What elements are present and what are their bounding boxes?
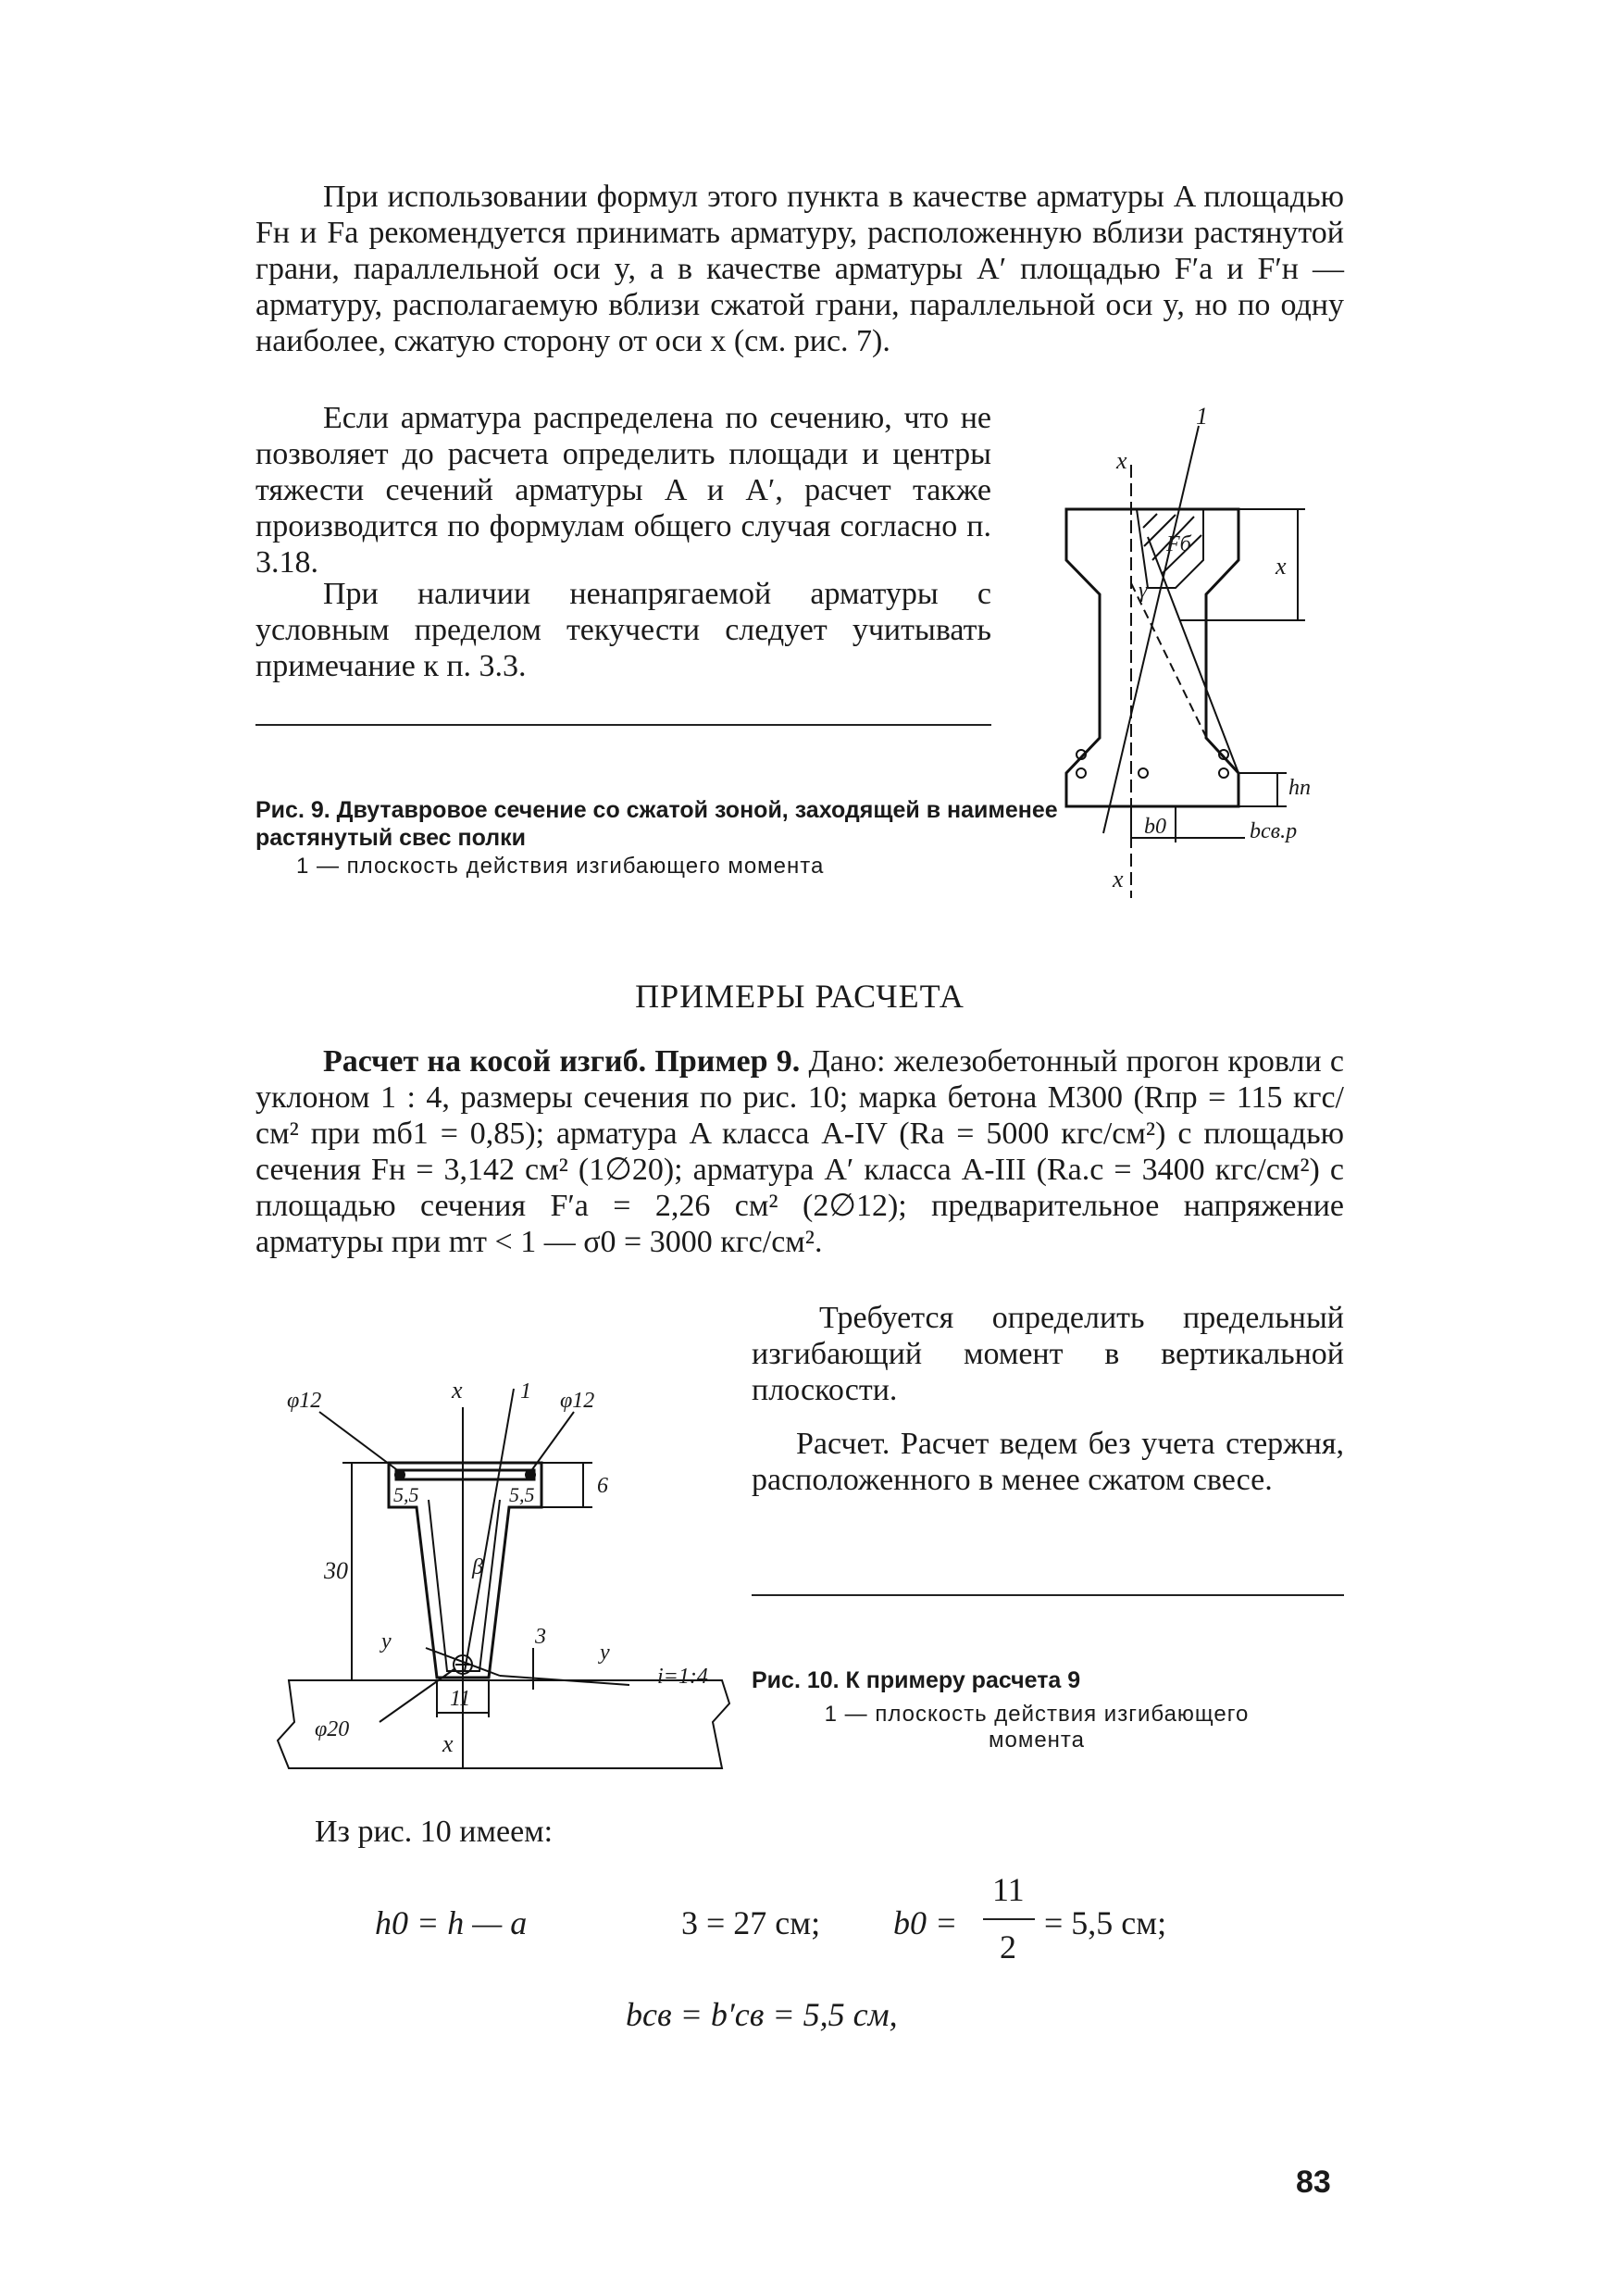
fig9-label-fb: Fб <box>1166 532 1191 556</box>
fig9-label-b0: b0 <box>1144 815 1166 839</box>
fig10-label-slope: i=1:4 <box>657 1665 708 1689</box>
fig10-label-axis-x-top: x <box>452 1377 463 1404</box>
fig9-label-hn: hп <box>1288 776 1311 800</box>
fig10-label-y-left: y <box>381 1629 392 1653</box>
paragraph-1: При использовании формул этого пункта в качестве арматуры A площадью Fн и Fа рекомендуется принимать арматуру, расположенную вблизи растянутой грани, параллельной оси y, а в качестве арматуры A′ площадью F′а и F′н — арматуру, располагаемую вблизи сжатой грани, параллельной оси y, но по одну наиболее, сжатую сторону от оси x (см. рис. 7). <box>255 180 1344 358</box>
fig10-label-phi12-left: φ12 <box>287 1389 322 1413</box>
fig9-label-axis-top: x <box>1116 447 1127 474</box>
fig9-label-plane: 1 <box>1196 403 1208 430</box>
formula-b0-result: = 5,5 см; <box>1044 1904 1167 1941</box>
formula-h0: h0 = h — a <box>375 1904 528 1941</box>
fig10-label-beta: β <box>472 1555 483 1579</box>
fig9-i-beam-section <box>1055 398 1333 917</box>
fig9-label-gamma: γ <box>1139 579 1148 603</box>
section-heading: ПРИМЕРЫ РАСЧЕТА <box>635 978 965 1015</box>
fig9-caption-note: 1 — плоскость действия изгибающего момента <box>296 854 825 879</box>
fig10-label-axis-x-bottom: x <box>442 1730 454 1757</box>
fig9-caption-title: Рис. 9. Двутавровое сечение со сжатой зоной, заходящей в наименее растянутый свес полки <box>255 797 1058 851</box>
fig9-label-x-dim: x <box>1276 553 1287 580</box>
fig10-label-dim-30: 30 <box>324 1557 348 1584</box>
from-fig-text: Из рис. 10 имеем: <box>315 1815 554 1849</box>
fig10-label-dim-3: 3 <box>535 1625 546 1649</box>
fig10-t-section <box>278 1370 741 1796</box>
formula-27: 3 = 27 см; <box>681 1904 821 1941</box>
formula-frac-bar <box>983 1918 1035 1920</box>
paragraph-3: При наличии ненапрягаемой арматуры с условным пределом текучести следует учитывать примечание к п. 3.3. <box>255 577 991 683</box>
caption-rule-fig9 <box>255 724 991 726</box>
fig10-label-dim-6: 6 <box>597 1474 608 1498</box>
fig10-label-dim-55-left: 5,5 <box>393 1483 419 1506</box>
formula-frac-den: 2 <box>1000 1928 1016 1965</box>
fig10-label-dim-55-right: 5,5 <box>509 1483 535 1506</box>
fig10-caption-note: 1 — плоскость действия изгибающего момента <box>824 1702 1250 1753</box>
fig10-label-phi12-right: φ12 <box>560 1389 595 1413</box>
paragraph-2: Если арматура распределена по сечению, что не позволяет до расчета определить площади и центры тяжести сечений арматуры A и A′, расчет также производится по формулам общего случая согласно п. 3.18. <box>255 401 991 580</box>
example-paragraph <box>255 1043 1344 1260</box>
formula-b0-label: b0 = <box>893 1904 958 1941</box>
formula-frac-num: 11 <box>992 1871 1025 1908</box>
example-lead: Расчет на косой изгиб. Пример 9. <box>323 1044 801 1079</box>
formula-bsv: bсв = b′св = 5,5 см, <box>626 1996 898 2033</box>
page-number: 83 <box>1296 2165 1331 2200</box>
fig9-label-bsv: bсв.р <box>1250 819 1298 843</box>
fig10-label-phi20: φ20 <box>315 1717 350 1741</box>
example-text: Дано: железобетонный прогон кровли с уклоном 1 : 4, размеры сечения по рис. 10; марка бетона М300 (Rпр = 115 кгс/см² при mб1 = 0,85); арматура A класса A-IV (Rа = 5000 кгс/см²) с площадью сечения Fн = 3,142 см² (1∅20); арматура A′ класса A-III (Rа.с = 3400 кгс/см²) с площадью сечения F′а = 2,26 см² (2∅12); предварительное напряжение арматуры при mт < 1 — σ0 = 3000 кгс/см². <box>255 1044 1344 1259</box>
fig10-label-plane: 1 <box>520 1379 531 1404</box>
fig10-label-y-right: y <box>600 1641 610 1665</box>
calc-note-paragraph: Расчет. Расчет ведем без учета стержня, расположенного в менее сжатом свесе. <box>752 1427 1344 1497</box>
fig9-label-axis-bottom: x <box>1113 866 1124 892</box>
required-paragraph: Требуется определить предельный изгибающий момент в вертикальной плоскости. <box>752 1301 1344 1407</box>
caption-rule-fig10 <box>752 1594 1344 1596</box>
fig10-label-dim-11: 11 <box>450 1687 471 1711</box>
fig10-caption-title: Рис. 10. К примеру расчета 9 <box>752 1667 1081 1693</box>
